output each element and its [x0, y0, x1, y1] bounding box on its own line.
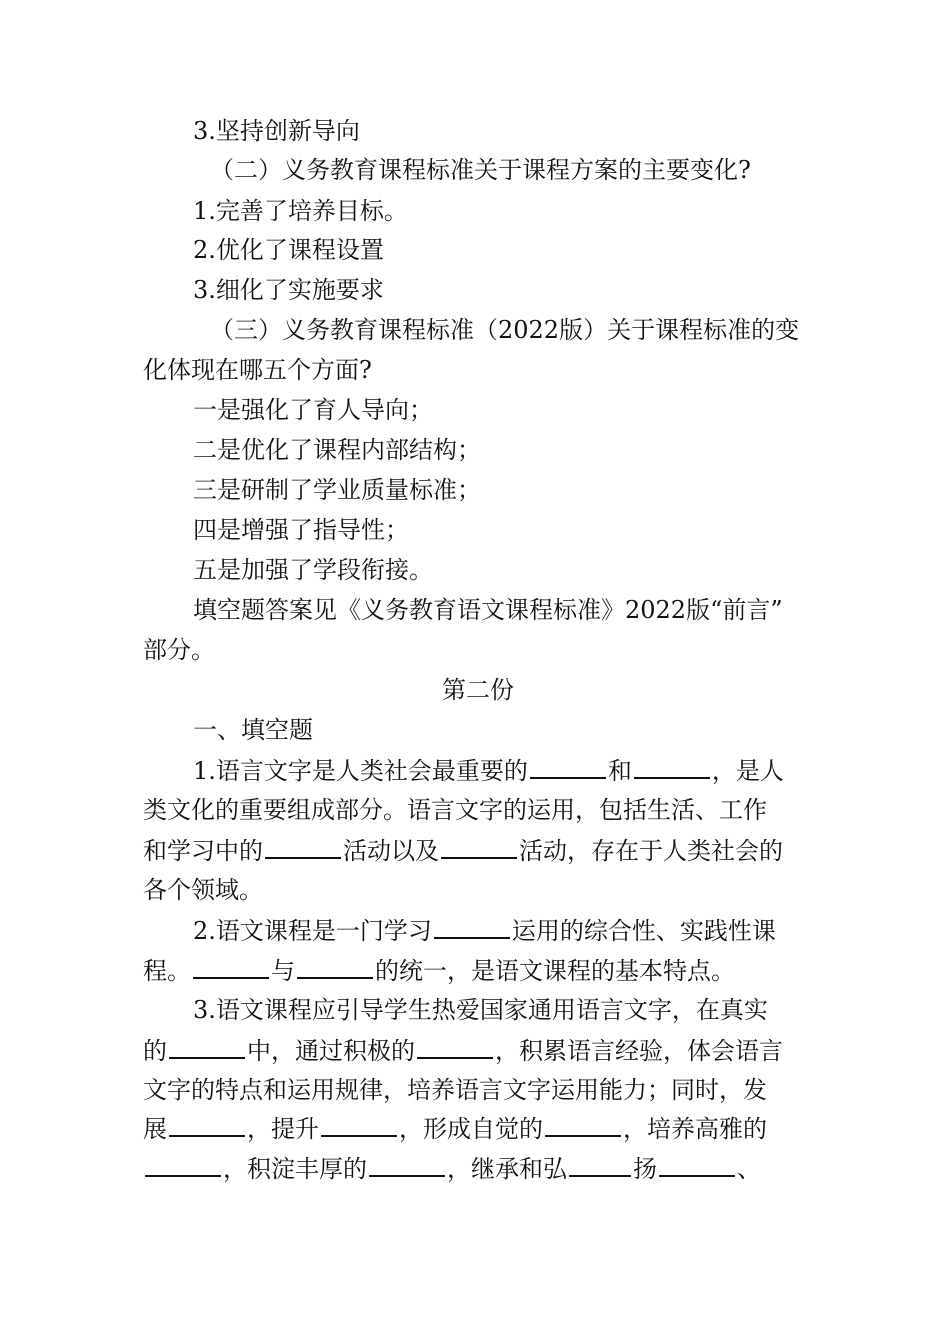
text-line: 化体现在哪五个方面? [143, 356, 372, 384]
part-title: 第二份 [442, 676, 514, 704]
answer-blank[interactable] [169, 1109, 245, 1137]
section-heading: 一、填空题 [193, 716, 313, 744]
text-line: 2.优化了课程设置 [193, 236, 384, 264]
answer-blank[interactable] [145, 1149, 221, 1177]
answer-blank[interactable] [530, 751, 606, 779]
question-3-line-5: ，积淀丰厚的 ，继承和弘 扬 、 [143, 1149, 813, 1188]
question-1-line-3: 和学习中的 活动以及 活动，存在于人类社会的 [143, 831, 813, 870]
question-1-line-4: 各个领域。 [143, 876, 263, 904]
answer-blank[interactable] [369, 1149, 445, 1177]
answer-blank[interactable] [569, 1149, 631, 1177]
answer-blank[interactable] [634, 751, 710, 779]
text-line: 3.坚持创新导向 [193, 117, 360, 145]
text-line: 部分。 [143, 636, 215, 664]
text-line: 一是强化了育人导向； [193, 396, 433, 424]
answer-blank[interactable] [321, 1109, 397, 1137]
answer-blank[interactable] [169, 1031, 245, 1059]
text-line: 五是加强了学段衔接。 [193, 556, 433, 584]
text-line: 三是研制了学业质量标准； [193, 476, 481, 504]
section-heading: （二）义务教育课程标准关于课程方案的主要变化? [210, 156, 751, 184]
answer-blank[interactable] [193, 951, 269, 979]
question-1-line-1: 1.语言文字是人类社会最重要的 和 ，是人 [193, 751, 813, 790]
question-3-line-1: 3.语文课程应引导学生热爱国家通用语言文字，在真实 [193, 996, 768, 1024]
question-3-line-3: 文字的特点和运用规律，培养语言文字运用能力；同时，发 [143, 1076, 767, 1104]
question-3-line-4: 展 ，提升 ，形成自觉的 ，培养高雅的 [143, 1109, 813, 1148]
text-line: 二是优化了课程内部结构； [193, 436, 481, 464]
answer-blank[interactable] [417, 1031, 493, 1059]
question-2-line-1: 2.语文课程是一门学习 运用的综合性、实践性课 [193, 911, 863, 950]
answer-blank[interactable] [434, 911, 510, 939]
question-2-line-2: 程。 与 的统一，是语文课程的基本特点。 [143, 951, 813, 990]
answer-blank[interactable] [265, 831, 341, 859]
answer-blank[interactable] [545, 1109, 621, 1137]
text-line: 四是增强了指导性； [193, 516, 409, 544]
answer-blank[interactable] [297, 951, 373, 979]
question-1-line-2: 类文化的重要组成部分。语言文字的运用，包括生活、工作 [143, 796, 767, 824]
section-heading: （三）义务教育课程标准（2022版）关于课程标准的变 [210, 316, 800, 344]
question-3-line-2: 的 中，通过积极的 ，积累语言经验，体会语言 [143, 1031, 813, 1070]
text-line: 3.细化了实施要求 [193, 276, 384, 304]
text-line: 填空题答案见《义务教育语文课程标准》2022版“前言” [193, 596, 783, 624]
answer-blank[interactable] [441, 831, 517, 859]
answer-blank[interactable] [659, 1149, 735, 1177]
text-line: 1.完善了培养目标。 [193, 197, 408, 225]
